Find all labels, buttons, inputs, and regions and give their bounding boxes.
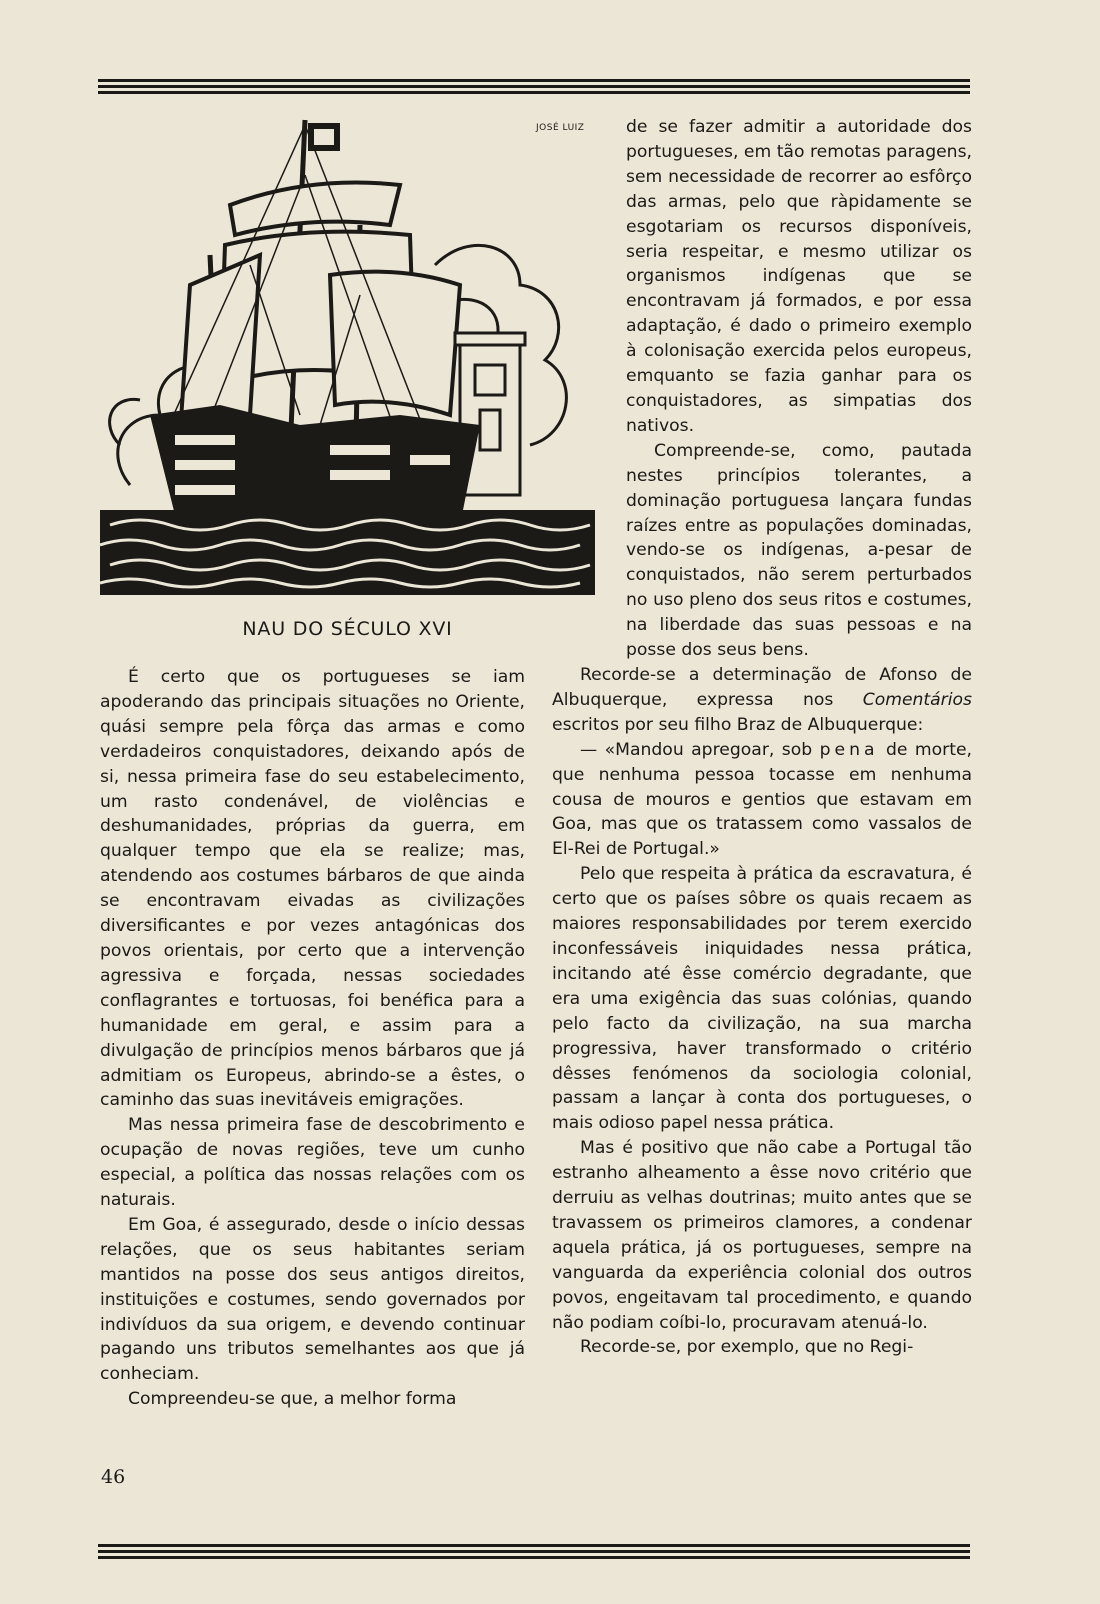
paragraph: Compreende-se, como, pautada nestes princípios tolerantes, a dominação portuguesa lançara fundas raízes entre as populações dominadas, vendo-se os indígenas, a-pesar de conquistados, não serem perturbados no uso pleno dos seus ritos e costumes, na liberdade das suas pessoas e na posse dos seus bens. [626,440,972,661]
text-run: escritos por seu filho Braz de Albuquerque: [552,714,924,735]
right-column-bottom [552,663,972,1360]
figure-caption: NAU DO SÉCULO XVI [242,618,453,640]
paragraph [552,663,972,738]
text-run: Recorde-se a determinação de Afonso de Albuquerque, expressa nos [552,665,972,710]
paragraph: É certo que os portugueses se iam apoderando das principais situações no Oriente, quási sempre pela fôrça das armas e como verdadeiros conquistadores, deixando após de si, nessa primeira fase do seu estabelecimento, um rasto condenável, de violências e deshumanidades, próprias da guerra, em qualquer tempo que ela se realize; mas, atendendo aos costumes bárbaros de que ainda se encontravam eivadas as civilizações diversificantes e por vezes antagónicas dos povos orientais, por certo que a intervenção agressiva e forçada, nessas sociedades conflagrantes e tortuosas, foi benéfica para a humanidade em geral, e assim para a divulgação de princípios menos bárbaros que já admitiam os Europeus, abrindo-se a êstes, o caminho das suas inevitáveis emigrações. [100,667,525,1111]
paragraph: Recorde-se, por exemplo, que no Regi- [580,1337,914,1358]
text-run: de morte, que nenhuma pessoa tocasse em nenhuma cousa de mouros e gentios que estavam em Goa, mas que os tratassem como vassalos de El-Rei de Portugal.» [552,739,972,860]
paragraph: Em Goa, é assegurado, desde o início dessas relações, que os seus habitantes seriam mantidos na posse dos seus antigos direitos, instituições e costumes, sendo governados por indivíduos da sua origem, e devendo continuar pagando uns tributos semelhantes aos que já conheciam. [100,1214,525,1385]
top-rule [98,79,970,97]
paragraph: Pelo que respeita à prática da escravatura, é certo que os países sôbre os quais recaem as maiores responsabilidades por terem exercido inconfessáveis iniquidades nessa prática, incitando até êsse comércio degradante, que era uma exigência das suas colónias, quando pelo facto da civilização, na sua marcha progressiva, haver transformado o critério dêsses fenómenos da sociologia colonial, passam a lançar à conta dos portugueses, o mais odioso papel nessa prática. [552,864,972,1134]
paragraph: de se fazer admitir a autoridade dos portugueses, em tão remotas paragens, sem necessidade de recorrer ao esfôrço das armas, pelo que ràpidamente se esgotariam os recursos disponíveis, seria respeitar, e mesmo utilizar os organismos indígenas que se encontravam já formados, e por essa adaptação, é dado o primeiro exemplo à colonisação exercida pelos europeus, emquanto se fazia ganhar para os conquistadores, as simpatias dos nativos. [626,117,972,436]
page-number: 46 [101,1466,126,1488]
right-column-top [626,115,972,663]
paragraph: Mas nessa primeira fase de descobrimento e ocupação de novas regiões, teve um cunho especial, a política das nossas relações com os naturais. [100,1115,525,1211]
bottom-rule [98,1544,970,1562]
spaced-word: pena [819,739,879,760]
paragraph: Mas é positivo que não cabe a Portugal tão estranho alheamento a êsse novo critério que derruiu as velhas doutrinas; muito antes que se travassem os primeiros clamores, a condenar aquela prática, já os portugueses, sempre na vanguarda da experiência colonial dos outros povos, engeitavam tal procedimento, e quando não podiam coíbi-lo, procuravam atenuá-lo. [552,1138,972,1333]
illustrator-signature: JOSÉ LUIZ [536,123,585,133]
left-column [100,665,525,1412]
paragraph: Compreendeu-se que, a melhor forma [128,1389,457,1410]
ship-illustration [100,115,595,595]
text-run: — «Mandou apregoar, sob [580,739,820,760]
quote-paragraph [552,738,972,863]
book-title: Comentários [862,689,972,710]
